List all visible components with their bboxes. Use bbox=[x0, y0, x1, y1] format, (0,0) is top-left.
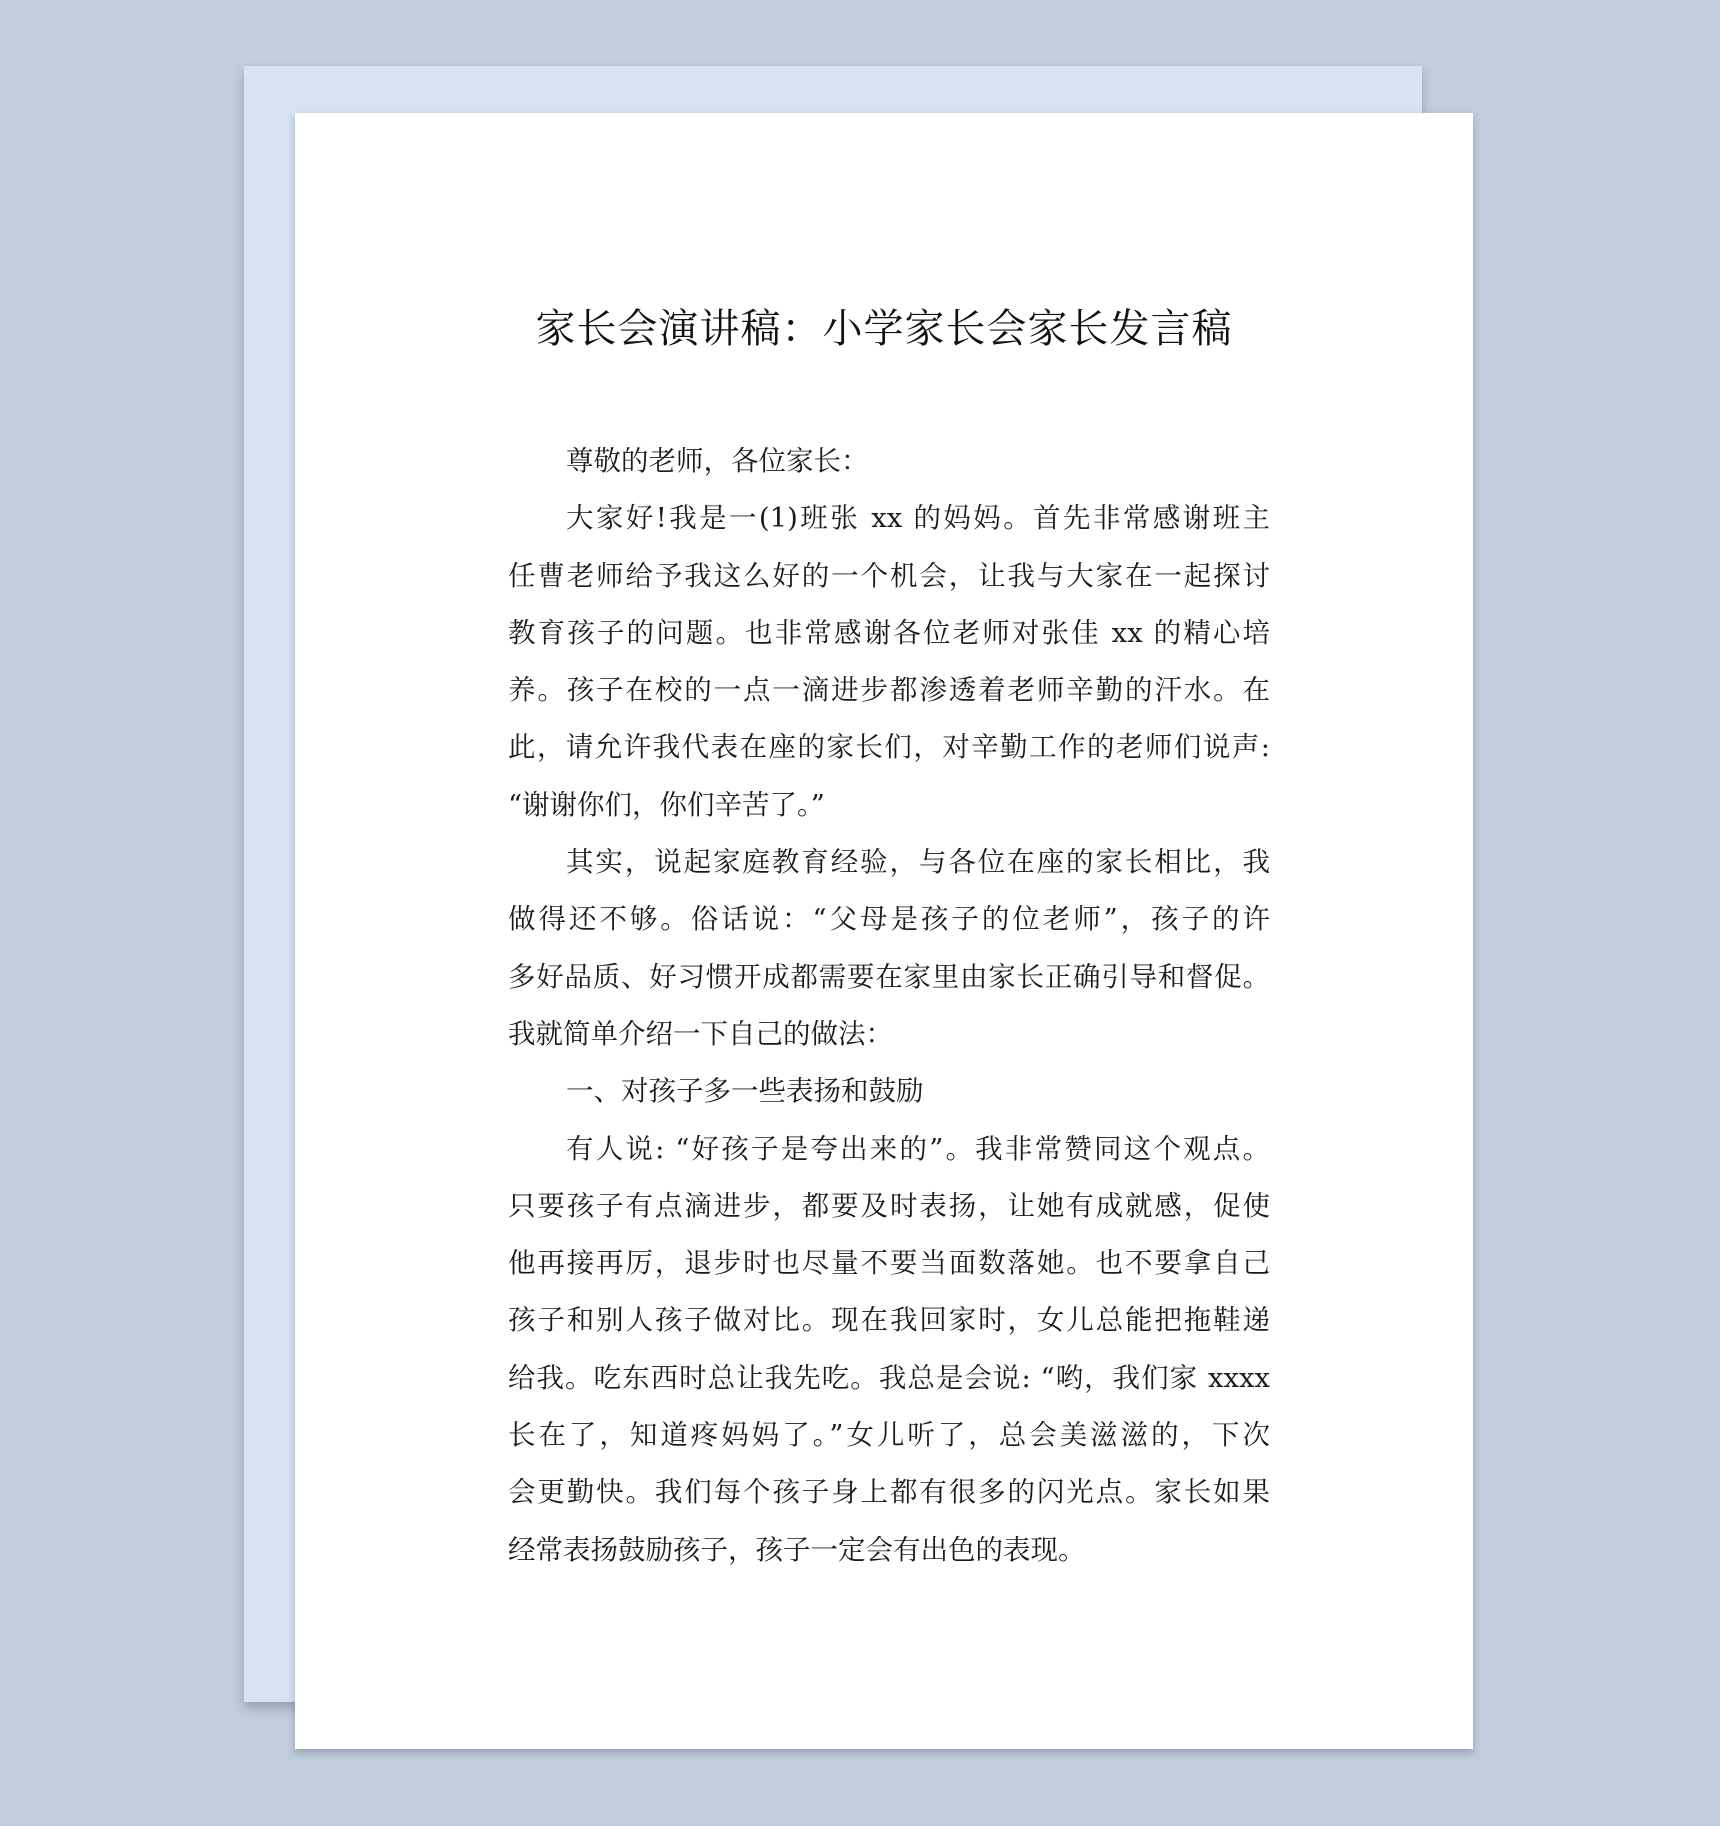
salutation-line: 尊敬的老师，各位家长： bbox=[566, 445, 869, 477]
text-line: 给我。吃东西时总让我先吃。我总是会说: “哟，我们家 xxxx bbox=[508, 1361, 1270, 1394]
text-line: 其实，说起家庭教育经验，与各位在座的家长相比，我 bbox=[566, 846, 1270, 879]
text-line: 有人说: “好孩子是夸出来的”。我非常赞同这个观点。 bbox=[566, 1132, 1270, 1165]
text-line: 会更勤快。我们每个孩子身上都有很多的闪光点。家长如果 bbox=[508, 1476, 1270, 1509]
text-line: 此，请允许我代表在座的家长们，对辛勤工作的老师们说声: bbox=[508, 731, 1270, 764]
document-page bbox=[295, 113, 1473, 1749]
text-line: 任曹老师给予我这么好的一个机会，让我与大家在一起探讨 bbox=[508, 559, 1270, 592]
text-line: 教育孩子的问题。也非常感谢各位老师对张佳 xx 的精心培 bbox=[508, 616, 1270, 649]
text-line: “谢谢你们，你们辛苦了。” bbox=[508, 788, 825, 821]
text-line: 长在了，知道疼妈妈了。”女儿听了，总会美滋滋的，下次 bbox=[508, 1419, 1270, 1452]
text-line: 我就简单介绍一下自己的做法： bbox=[508, 1017, 893, 1050]
text-line: 多好品质、好习惯开成都需要在家里由家长正确引导和督促。 bbox=[508, 960, 1270, 993]
document-body bbox=[508, 433, 1270, 1579]
text-line: 大家好!我是一(1)班张 xx 的妈妈。首先非常感谢班主 bbox=[566, 502, 1270, 535]
document-title: 家长会演讲稿：小学家长会家长发言稿 bbox=[535, 306, 1233, 352]
text-line: 经常表扬鼓励孩子，孩子一定会有出色的表现。 bbox=[508, 1533, 1086, 1566]
text-line: 做得还不够。俗话说：“父母是孩子的位老师”，孩子的许 bbox=[508, 903, 1270, 936]
text-line: 只要孩子有点滴进步，都要及时表扬，让她有成就感，促使 bbox=[508, 1189, 1270, 1222]
text-line: 孩子和别人孩子做对比。现在我回家时，女儿总能把拖鞋递 bbox=[508, 1304, 1270, 1337]
text-line: 他再接再厉，退步时也尽量不要当面数落她。也不要拿自己 bbox=[508, 1247, 1270, 1280]
section-heading: 一、对孩子多一些表扬和鼓励 bbox=[566, 1075, 924, 1108]
text-line: 养。孩子在校的一点一滴进步都渗透着老师辛勤的汗水。在 bbox=[508, 674, 1270, 707]
